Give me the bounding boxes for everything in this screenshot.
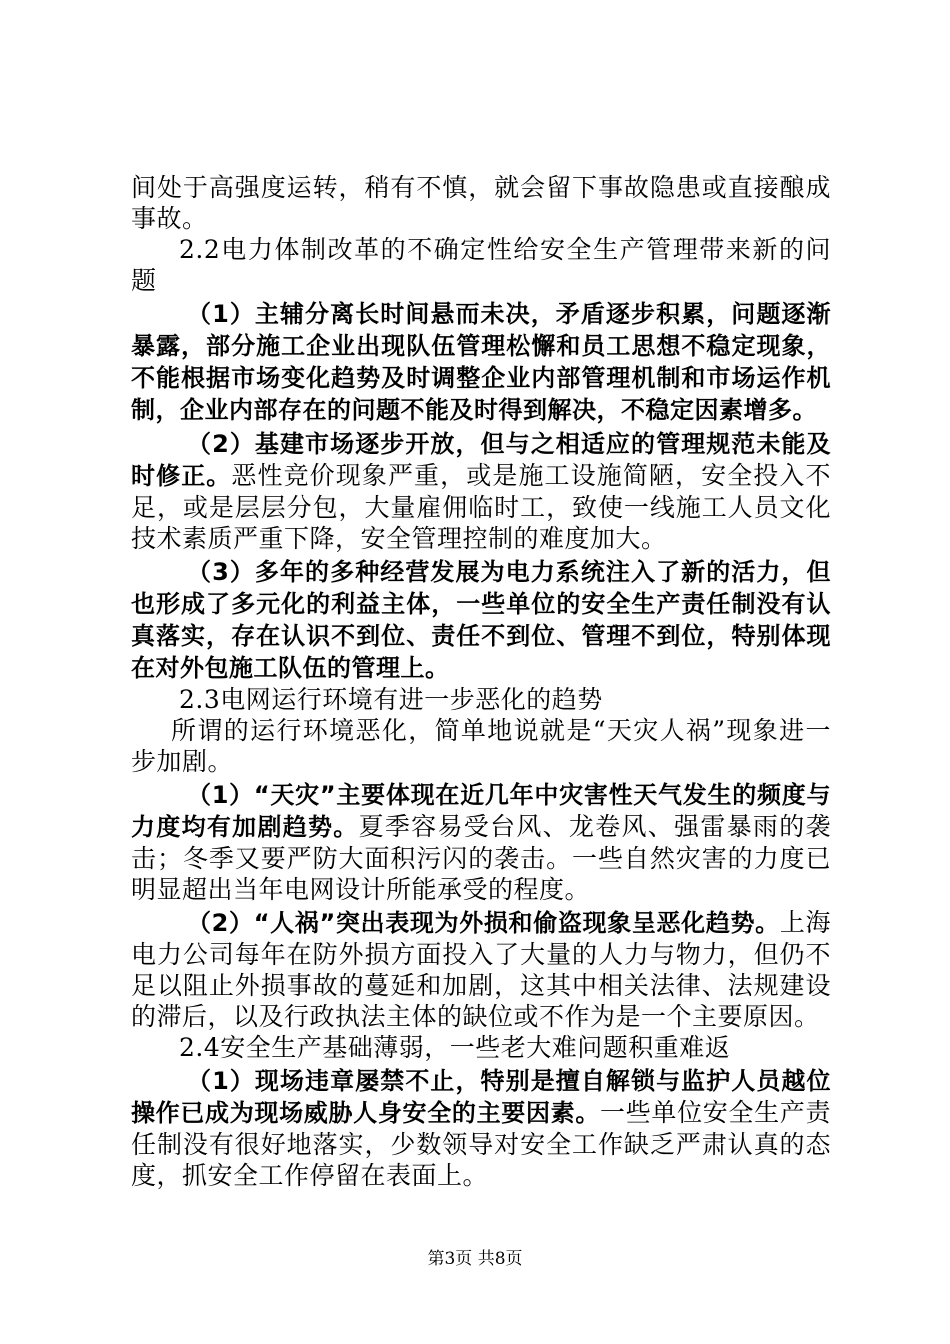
- page-footer: 第3页 共8页: [427, 1249, 523, 1269]
- paragraph-text: 2.4安全生产基础薄弱，一些老大难问题积重难返: [179, 1033, 731, 1062]
- paragraph-text: 间处于高强度运转，稍有不慎，就会留下事故隐患或直接酿成事故。: [131, 173, 831, 233]
- paragraph-bold-lead: （1）“天灾”主要体现在近几年中灾害性天气发生的频度与力度均有加剧趋势。: [131, 781, 831, 841]
- paragraph-bold-lead: （2）“人祸”突出表现为外损和偷盗现象呈恶化趋势。: [187, 909, 780, 937]
- paragraph: [131, 779, 831, 905]
- paragraph-text: 一些单位安全生产责任制没有很好地落实，少数领导对安全工作缺乏严肃认真的态度，抓安全工作停留在表面上。: [131, 1098, 831, 1190]
- paragraph-bold-lead: （2）基建市场逐步开放，但与之相适应的管理规范未能及时修正。: [131, 430, 831, 490]
- paragraph: [131, 298, 831, 426]
- paragraph-text: 2.3电网运行环境有进一步恶化的趋势: [179, 685, 603, 714]
- paragraph-text: 上海电力公司每年在防外损方面投入了大量的人力与物力，但仍不足以阻止外损事故的蔓延和加剧，这其中相关法律、法规建设的滞后，以及行政执法主体的缺位或不作为是一个主要原因。: [131, 908, 831, 1031]
- paragraph-text: 所谓的运行环境恶化，简单地说就是“天灾人祸”现象进一步加剧。: [131, 716, 831, 776]
- paragraph-text: 恶性竞价现象严重，或是施工设施简陋，安全投入不足，或是层层分包，大量雇佣临时工，致使一线施工人员文化技术素质严重下降，安全管理控制的难度加大。: [131, 461, 831, 553]
- paragraph-text: 2.2电力体制改革的不确定性给安全生产管理带来新的问题: [131, 235, 831, 295]
- paragraph: [131, 428, 831, 554]
- paragraph: [131, 234, 831, 296]
- paragraph: [131, 556, 831, 684]
- paragraph-text: 夏季容易受台风、龙卷风、强雷暴雨的袭击；冬季又要严防大面积污闪的袭击。一些自然灾害的力度已明显超出当年电网设计所能承受的程度。: [131, 812, 831, 904]
- paragraph: [131, 1032, 831, 1063]
- paragraph: [131, 715, 831, 777]
- paragraph: [131, 684, 831, 715]
- paragraph-bold-lead: （1）现场违章屡禁不止，特别是擅自解锁与监护人员越位操作已成为现场威胁人身安全的主要因素。: [131, 1067, 831, 1127]
- paragraph: [131, 172, 831, 234]
- paragraph-bold-lead: （3）多年的多种经营发展为电力系统注入了新的活力，但也形成了多元化的利益主体，一些单位的安全生产责任制没有认真落实，存在认识不到位、责任不到位、管理不到位，特别体现在对外包施工队伍的管理上。: [131, 558, 831, 682]
- paragraph-bold-lead: （1）主辅分离长时间悬而未决，矛盾逐步积累，问题逐渐暴露，部分施工企业出现队伍管理松懈和员工思想不稳定现象，不能根据市场变化趋势及时调整企业内部管理机制和市场运作机制，企业内部存在的问题不能及时得到解决，不稳定因素增多。: [131, 300, 831, 424]
- paragraph: [131, 907, 831, 1032]
- document-body: [131, 172, 831, 1191]
- paragraph: [131, 1065, 831, 1191]
